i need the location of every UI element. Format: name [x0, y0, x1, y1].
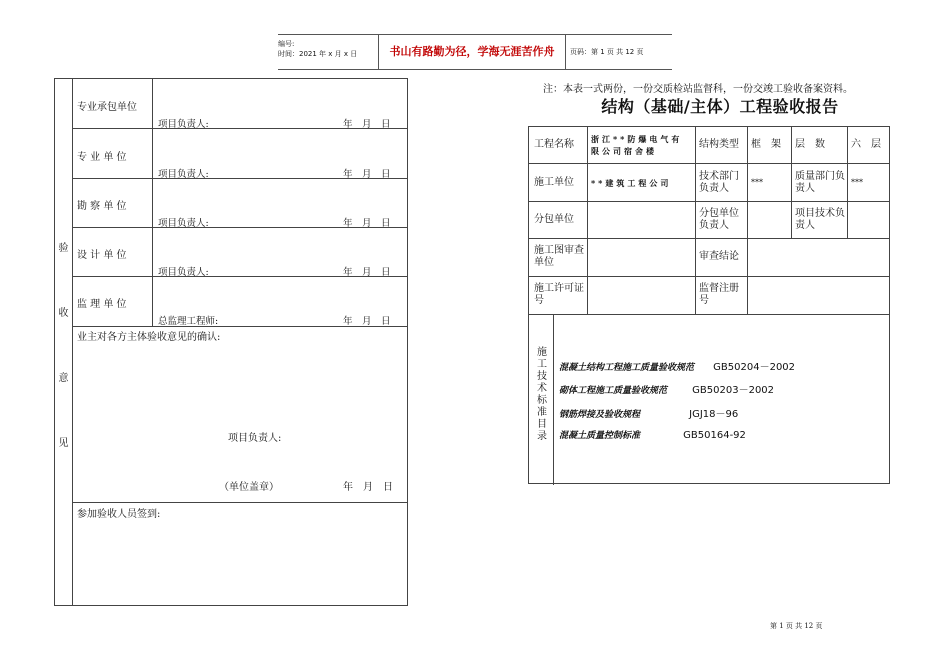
review-conclusion-label: 审查结论 [699, 251, 739, 262]
header-slogan: 书山有路勤为径，学海无涯苦作舟 [378, 35, 566, 69]
tech-head-value: *** [751, 178, 763, 187]
owner-confirm-label: 业主对各方主体验收意见的确认: [77, 332, 221, 343]
quality-head-label: 质量部门负责人 [795, 171, 845, 194]
time-label: 时间：2021 年 x 月 x 日 [278, 50, 358, 58]
project-tech-head-label: 项目技术负责人 [795, 208, 845, 231]
project-name-value: 浙江**防爆电气有限公司宿舍楼 [591, 134, 683, 156]
report-table [528, 126, 890, 484]
divider [529, 314, 889, 315]
quality-head-value: *** [851, 178, 863, 187]
tech-head-label: 技术部门负责人 [699, 171, 739, 194]
standard-name: 混凝土质量控制标准 [559, 431, 641, 441]
standard-code: JGJ18－96 [689, 409, 739, 420]
side-title-char: 意 [58, 373, 69, 384]
standards-label-char: 技 [537, 371, 547, 382]
serial-label: 编号: [278, 40, 295, 48]
subcontract-unit-label: 分包单位 [534, 214, 574, 225]
date-label: 年 月 日 [343, 316, 391, 327]
side-title-char: 见 [58, 438, 69, 449]
subcontract-head-label: 分包单位负责人 [699, 208, 739, 231]
signatures-label: 参加验收人员签到: [77, 509, 161, 520]
floors-label: 层 数 [795, 139, 825, 150]
standards-label [535, 347, 549, 443]
owner-person-label: 项目负责人: [228, 433, 282, 444]
side-title-char: 收 [58, 308, 69, 319]
header-meta [278, 35, 378, 73]
divider [152, 79, 153, 326]
standard-name: 砌体工程施工质量验收规范 [559, 386, 668, 396]
project-name-label: 工程名称 [534, 139, 574, 150]
standard-code: GB50204－2002 [713, 362, 796, 373]
person-label: 项目负责人: [158, 267, 209, 278]
floors-value: 六 层 [851, 139, 881, 150]
standard-code: GB50164-92 [683, 430, 746, 441]
date-label: 年 月 日 [343, 218, 391, 229]
divider [791, 127, 792, 238]
unit-label: 监 理 单 位 [77, 299, 127, 310]
standards-label-char: 标 [537, 395, 547, 406]
seal-label: （单位盖章） [219, 482, 279, 493]
page-footer: 第 1 页 共 12 页 [770, 622, 823, 630]
permit-label: 施工许可证号 [534, 283, 584, 306]
divider [529, 201, 889, 202]
header-page-info: 页码：第 1 页 共 12 页 [570, 48, 644, 56]
note-text: 注：本表一式两份，一份交质检站监督科，一份交竣工验收备案资料。 [543, 84, 853, 95]
standard-code: GB50203－2002 [692, 385, 775, 396]
standard-item [559, 381, 774, 396]
unit-label: 勘 察 单 位 [77, 201, 127, 212]
standards-label-char: 录 [537, 431, 547, 442]
standard-name: 混凝土结构工程施工质量验收规范 [559, 363, 695, 373]
divider [587, 127, 588, 314]
date-label: 年 月 日 [343, 119, 391, 130]
divider [847, 127, 848, 238]
standard-item [559, 358, 795, 373]
side-title-char: 验 [58, 243, 69, 254]
divider [72, 79, 73, 605]
standards-label-char: 术 [537, 383, 547, 394]
unit-label: 设 计 单 位 [77, 250, 127, 261]
structure-type-label: 结构类型 [699, 139, 739, 150]
report-title: 结构（基础/主体）工程验收报告 [601, 97, 839, 116]
standard-item [559, 428, 746, 441]
standards-label-char: 施 [537, 347, 547, 358]
divider [747, 127, 748, 314]
supervision-label: 监督注册号 [699, 283, 739, 306]
construction-unit-label: 施工单位 [534, 177, 574, 188]
divider [529, 276, 889, 277]
acceptance-opinion-table [54, 78, 408, 606]
divider [529, 238, 889, 239]
person-label: 项目负责人: [158, 218, 209, 229]
standard-name: 钢筋焊接及验收规程 [559, 410, 641, 420]
person-label: 项目负责人: [158, 169, 209, 180]
page-header [278, 34, 672, 70]
unit-label: 专业承包单位 [77, 102, 137, 113]
date-label: 年 月 日 [343, 169, 391, 180]
divider [695, 127, 696, 314]
date-label: 年 月 日 [343, 267, 391, 278]
divider [72, 502, 407, 503]
standards-label-char: 目 [537, 419, 547, 430]
standards-label-char: 工 [537, 359, 547, 370]
structure-type-value: 框 架 [751, 139, 781, 150]
owner-date-label: 年 月 日 [343, 482, 393, 493]
standards-label-char: 准 [537, 407, 547, 418]
divider [553, 314, 554, 485]
standard-item [559, 405, 738, 420]
construction-unit-value: **建筑工程公司 [591, 178, 672, 188]
person-label: 项目负责人: [158, 119, 209, 130]
unit-label: 专 业 单 位 [77, 152, 127, 163]
drawing-review-label: 施工图审查单位 [534, 245, 584, 268]
divider [529, 163, 889, 164]
person-label: 总监理工程师: [158, 316, 219, 327]
